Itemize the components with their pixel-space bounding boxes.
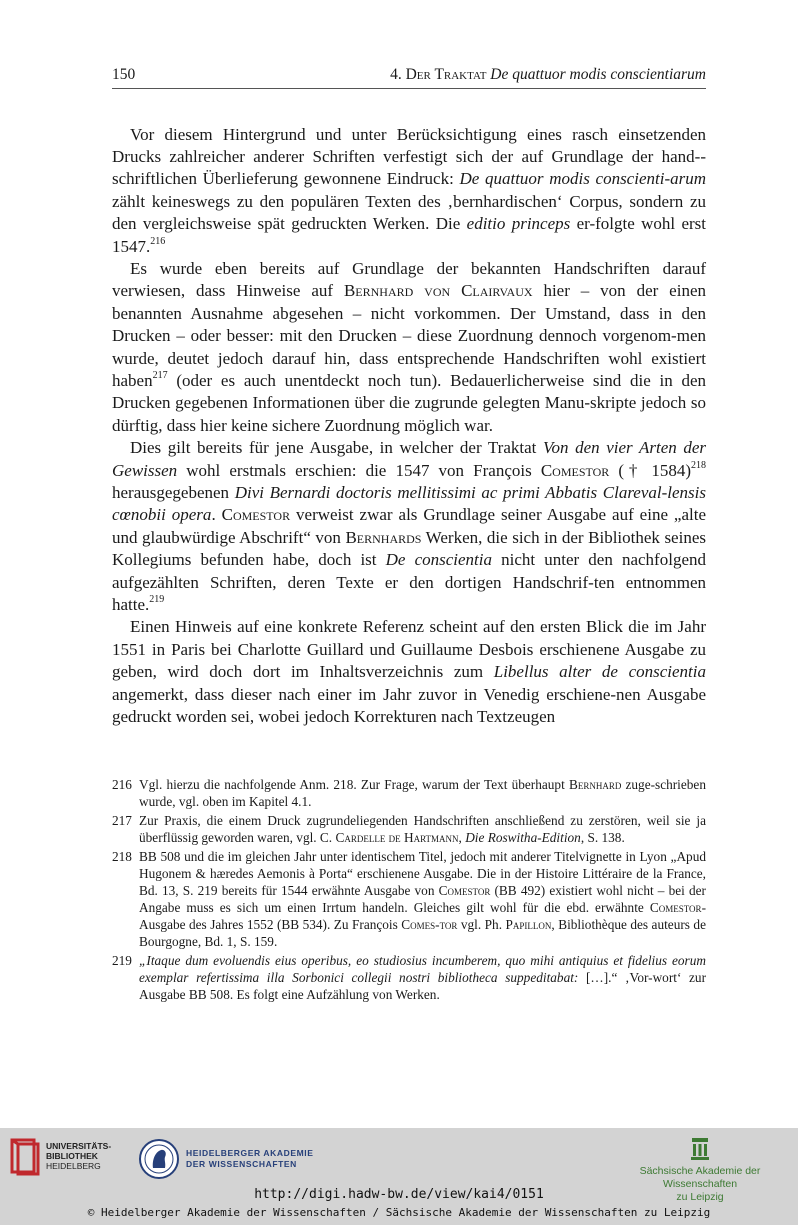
footnote-217 [112,812,706,846]
chapter-title: 4. Der Traktat De quattuor modis conscientiarum [390,66,706,83]
footnote-ref-217[interactable]: 217 [152,370,168,382]
paragraph-4: Einen Hinweis auf eine konkrete Referenz scheint auf den ersten Blick die im Jahr 1551 in Paris bei Charlotte Guillard und Guillaume Desbois erschienene Ausgabe zu geben, wird doch dort im Inhaltsverzeichnis zum Libellus alter de conscientia angemerkt, dass dieser nach einer im Jahr zuvor in Venedig erschiene-nen Ausgabe gedruckt worden sei, wobei jedoch Korrekturen nach Textzeugen [112,617,707,727]
footnote-ref-216[interactable]: 216 [150,235,166,247]
saw-leipzig-logo[interactable]: Sächsische Akademie der Wissenschaften zu Leipzig [610,1136,790,1204]
source-url[interactable]: http://digi.hadw-bw.de/view/kai4/0151 [254,1187,544,1202]
running-header [112,64,706,89]
footnote-ref-219[interactable]: 219 [149,594,165,606]
footnote-218 [112,848,706,950]
footnote-ref-218[interactable]: 218 [691,459,707,471]
page-number: 150 [112,66,136,83]
paragraph-3: Dies gilt bereits für jene Ausgabe, in welcher der Traktat Von den vier Arten der Gewissen wohl erstmals erschien: die 1547 von François Comestor († 1584)$^{218}$ herausgegebenen Divi Bernardi doctoris mellitissimi ac primi Abbatis Clareval-lensis cœnobii opera. Comestor verweist zwar als Grundlage seiner Ausgabe auf eine „alte und glaubwürdige Abschrift“ von Bernhards Werken, die sich in der Bibliothek seines Kollegiums befunden habe, doch ist De conscientia nicht unter den nachfolgend aufgezählten Schriften, deren Texte er den dortigen Handschrif-ten entnommen hatte.$^{219}$ [112,438,707,615]
paragraph-1: Vor diesem Hintergrund und unter Berücksichtigung eines rasch einsetzenden Drucks zahlreicher anderer Schriften verfestigt sich der auf Grundlage der hand-schriftlichen Überlieferung gewonnene Eindruck: De quattuor modis conscienti-arum zählt keineswegs zu den populären Texten des ‚bernhardischen‘ Corpus, sondern zu den vergleichsweise spät gedruckten Werken. Die editio princeps er-folgte wohl erst 1547.$^{216}$ [112,124,706,256]
footnote-text: Vgl. hierzu die nachfolgende Anm. 218. Zur Frage, warum der Text überhaupt Bernhard zuge-schrieben wurde, vgl. oben im Kapitel 4.1. [139,777,706,809]
ub-book-icon [8,1136,42,1176]
footnote-number: 218 [112,849,132,864]
footnote-number: 219 [112,953,132,968]
footnote-219 [112,952,706,1003]
paragraph-2: Es wurde eben bereits auf Grundlage der bekannten Handschriften darauf verwiesen, dass Hinweise auf Bernhard von Clairvaux hier – von der einen benannten Ausnahme abgesehen – nicht vorkommen. Der Umstand, dass in den Drucken – oder besser: mit den Drucken – diese Zuordnung dennoch vorgenom-men wurde, deutet jedoch darauf hin, dass entsprechende Handschriften wohl existiert haben$^{217}$ (oder es auch unentdeckt noch tun). Bedauerlicherweise sind die in den Drucken gegebenen Informationen über die zugrunde gelegten Manu-skripte jedoch so dürftig, dass hier keine sichere Zuordnung möglich war. [112,258,706,435]
footnote-number: 217 [112,813,132,828]
footnote-216 [112,776,706,810]
footnote-text: BB 508 und die im gleichen Jahr unter identischem Titel, jedoch mit anderer Titelvignette in Lyon „Apud Hugonem & hæredes Aemonis à Porta“ erschienene Ausgabe. Die in der Histoire Littéraire de la France, Bd. 13, S. 219 bereits für 1544 erwähnte Ausgabe von Comestor (BB 492) existiert wohl nicht – bei der Angabe muss es sich um einen Irrtum handeln. Gleiches gilt wohl für die ebd. erwähnte Comestor-Ausgabe des Jahres 1552 (BB 534). Zu François Comes-tor vgl. Ph. Papillon, Bibliothèque des auteurs de Bourgogne, Bd. 1, S. 159. [139,849,706,949]
footnote-text: „Itaque dum evoluendis eius operibus, eo studiosius incumberem, quo mihi antiquius et fidelius eorum exemplar refertissima illa Sorbonici collegii nostri bibliotheca suppeditabat: […].“ ‚Vor-wort‘ zur Ausgabe BB 508. Es folgt eine Aufzählung von Werken. [139,953,706,1002]
footnote-text: Zur Praxis, die einem Druck zugrundeliegenden Handschriften anschließend zu zerstören, weil sie ja überflüssig geworden waren, vgl. C. Cardelle de Hartmann, Die Roswitha-Edition, S. 138. [139,813,706,845]
footnote-number: 216 [112,777,132,792]
copyright-notice: © Heidelberger Akademie der Wissenschaften / Sächsische Akademie der Wissenschaften zu Leipzig [87,1206,711,1219]
saw-building-icon [690,1136,710,1160]
ub-heidelberg-logo[interactable]: UNIVERSITÄTS- BIBLIOTHEK HEIDELBERG [8,1136,111,1176]
main-text [112,124,706,729]
hadw-seal-icon [138,1138,180,1180]
footnotes [112,776,706,1005]
digitization-footer [0,1128,798,1225]
hadw-logo[interactable]: HEIDELBERGER AKADEMIE DER WISSENSCHAFTEN [138,1138,314,1180]
